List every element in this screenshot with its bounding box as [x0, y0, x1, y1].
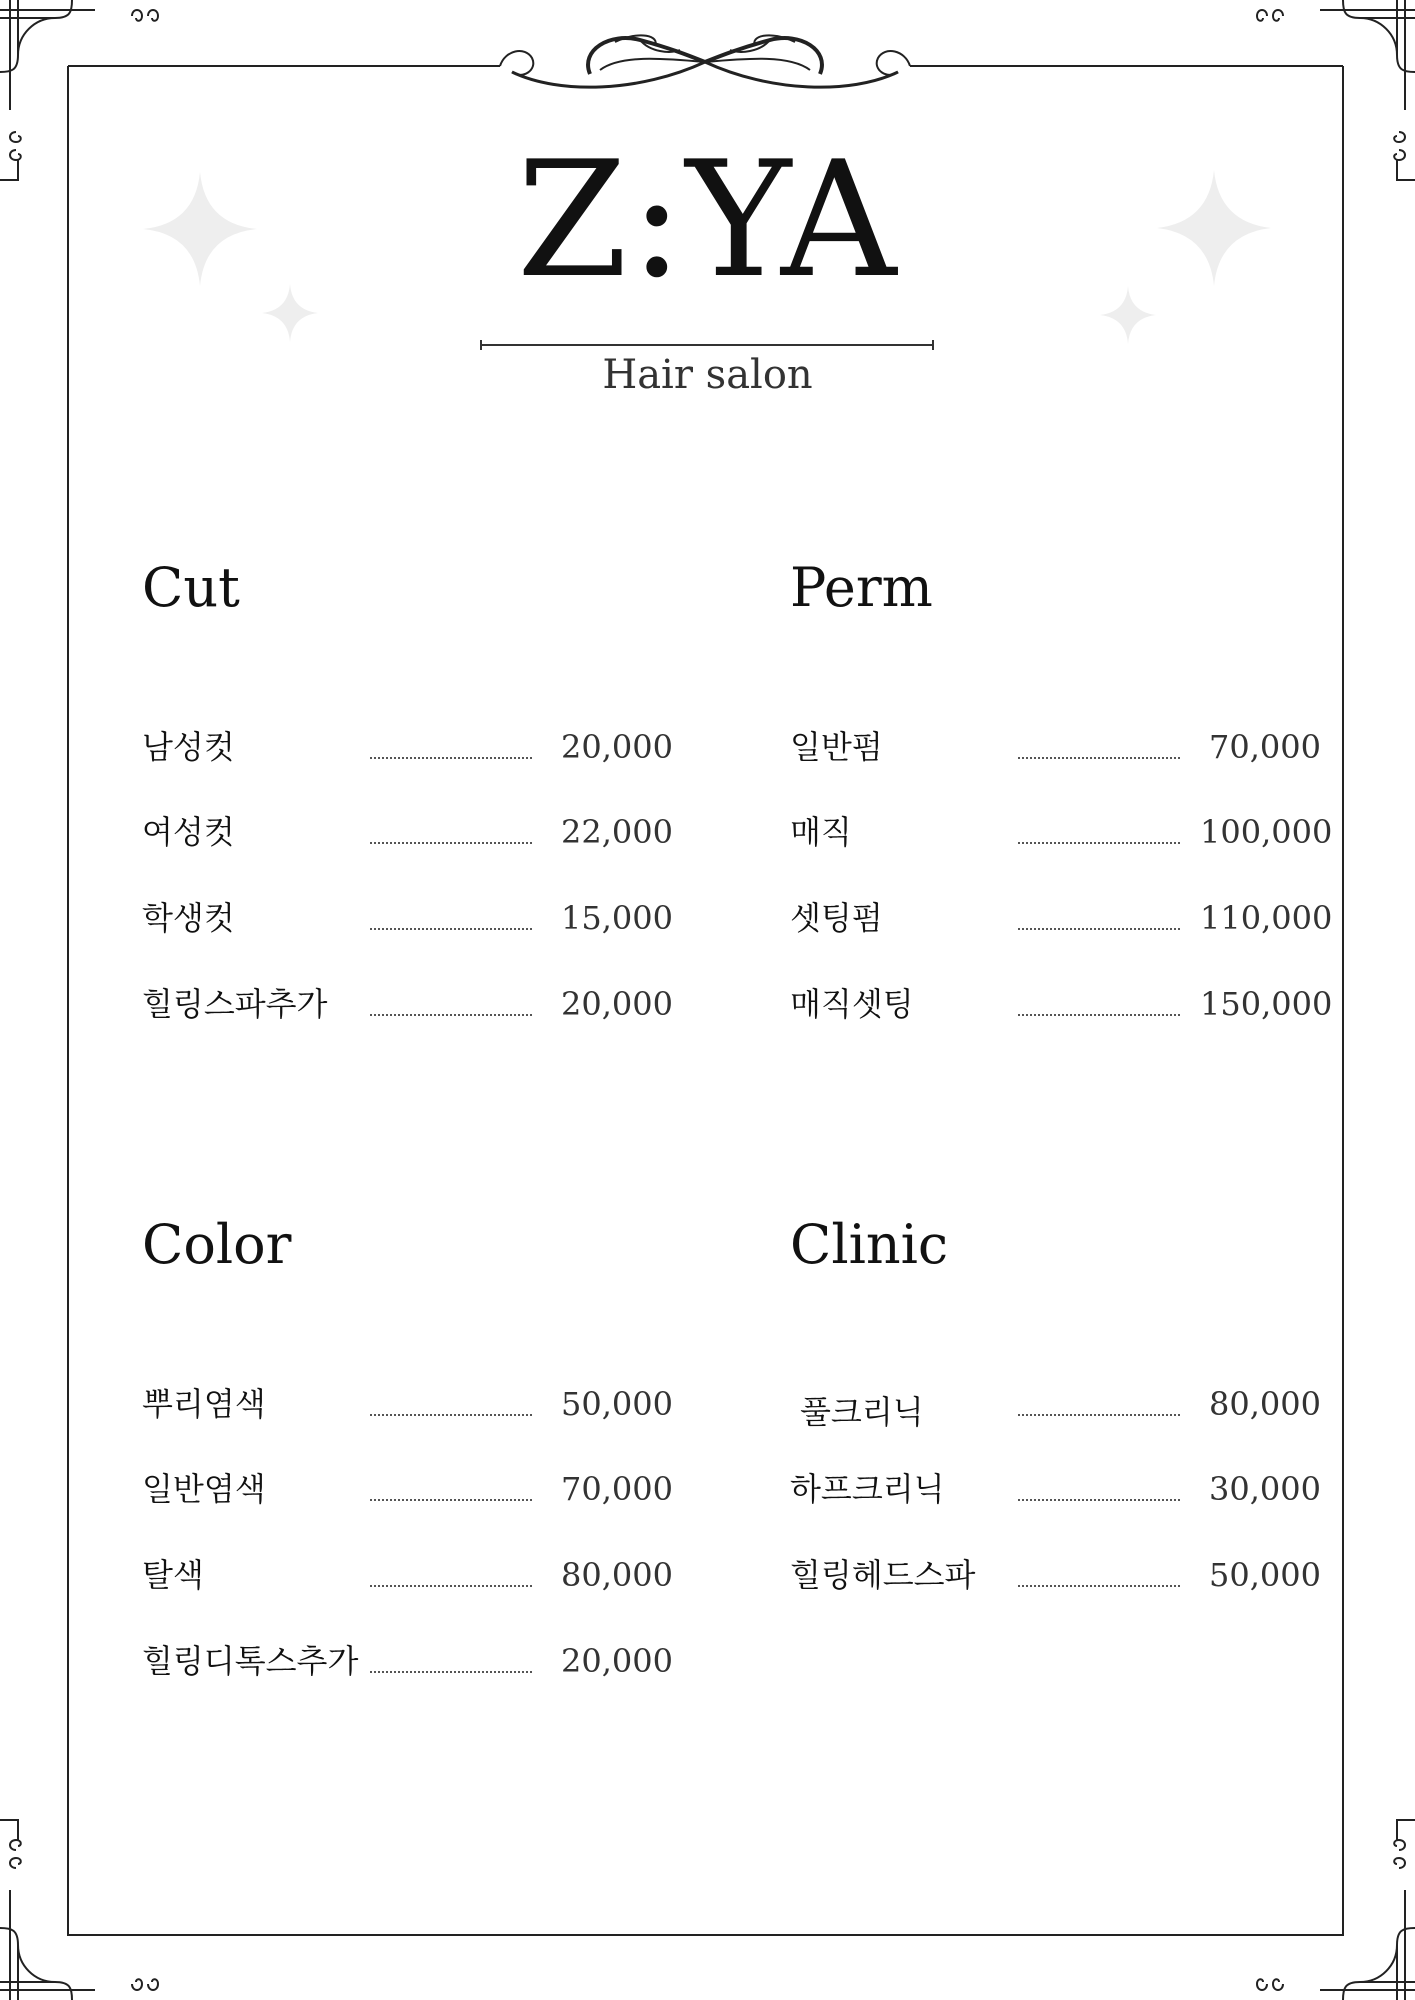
item-name: 풀크리닉: [800, 1393, 924, 1431]
item-name: 매직: [790, 813, 852, 851]
item-price: 50,000: [1209, 1556, 1321, 1594]
menu-item: [142, 1379, 682, 1429]
item-price: 150,000: [1200, 985, 1333, 1023]
menu-item: [790, 1550, 1330, 1600]
item-name: 일반펌: [790, 728, 883, 766]
menu-item: [790, 893, 1333, 943]
dotted-leader: [370, 842, 532, 844]
item-price: 20,000: [561, 1642, 673, 1680]
item-name: 일반염색: [142, 1470, 266, 1508]
item-name: 학생컷: [142, 899, 235, 937]
menu-item: [790, 979, 1333, 1029]
salon-tagline: Hair salon: [602, 352, 813, 398]
dotted-leader: [370, 1414, 532, 1416]
menu-item: [790, 1464, 1330, 1514]
corner-ornament-bottom-right: [1257, 1820, 1415, 2000]
item-price: 20,000: [561, 985, 673, 1023]
top-flourish-ornament: [500, 35, 910, 87]
item-name: 뿌리염색: [142, 1385, 266, 1423]
menu-item: [142, 893, 682, 943]
item-price: 80,000: [1209, 1385, 1321, 1423]
item-name: 매직셋팅: [790, 985, 914, 1023]
item-name: 셋팅펌: [790, 899, 883, 937]
dotted-leader: [1018, 1499, 1180, 1501]
item-price: 50,000: [561, 1385, 673, 1423]
menu-item: [142, 1464, 682, 1514]
item-name: 힐링디톡스추가: [142, 1642, 359, 1680]
menu-item: [142, 1636, 682, 1686]
item-name: 하프크리닉: [790, 1470, 945, 1508]
menu-item: [790, 722, 1330, 772]
item-name: 여성컷: [142, 813, 235, 851]
item-price: 22,000: [561, 813, 673, 851]
dotted-leader: [1018, 757, 1180, 759]
dotted-leader: [370, 928, 532, 930]
section-title-color: Color: [142, 1213, 292, 1276]
dotted-leader: [1018, 842, 1180, 844]
menu-item: [790, 807, 1333, 857]
menu-item: [790, 1379, 1330, 1429]
item-price: 20,000: [561, 728, 673, 766]
item-price: 15,000: [561, 899, 673, 937]
menu-item: [142, 722, 682, 772]
dotted-leader: [370, 1671, 532, 1673]
section-title-perm: Perm: [790, 556, 933, 619]
dotted-leader: [370, 1585, 532, 1587]
item-name: 탈색: [142, 1556, 204, 1594]
item-name: 힐링스파추가: [142, 985, 328, 1023]
dotted-leader: [370, 1499, 532, 1501]
salon-name: Z:YA: [516, 126, 899, 313]
item-price: 30,000: [1209, 1470, 1321, 1508]
title-divider: [480, 344, 934, 346]
section-title-clinic: Clinic: [790, 1213, 949, 1276]
dotted-leader: [370, 1014, 532, 1016]
dotted-leader: [1018, 1414, 1180, 1416]
item-price: 70,000: [1209, 728, 1321, 766]
dotted-leader: [1018, 1585, 1180, 1587]
item-price: 70,000: [561, 1470, 673, 1508]
corner-ornament-bottom-left: [0, 1820, 158, 2000]
section-title-cut: Cut: [142, 556, 240, 619]
item-price: 110,000: [1200, 899, 1333, 937]
item-name: 남성컷: [142, 728, 235, 766]
dotted-leader: [1018, 1014, 1180, 1016]
menu-item: [142, 807, 682, 857]
menu-item: [142, 979, 682, 1029]
dotted-leader: [1018, 928, 1180, 930]
dotted-leader: [370, 757, 532, 759]
menu-item: [142, 1550, 682, 1600]
item-name: 힐링헤드스파: [790, 1556, 976, 1594]
item-price: 80,000: [561, 1556, 673, 1594]
item-price: 100,000: [1200, 813, 1333, 851]
